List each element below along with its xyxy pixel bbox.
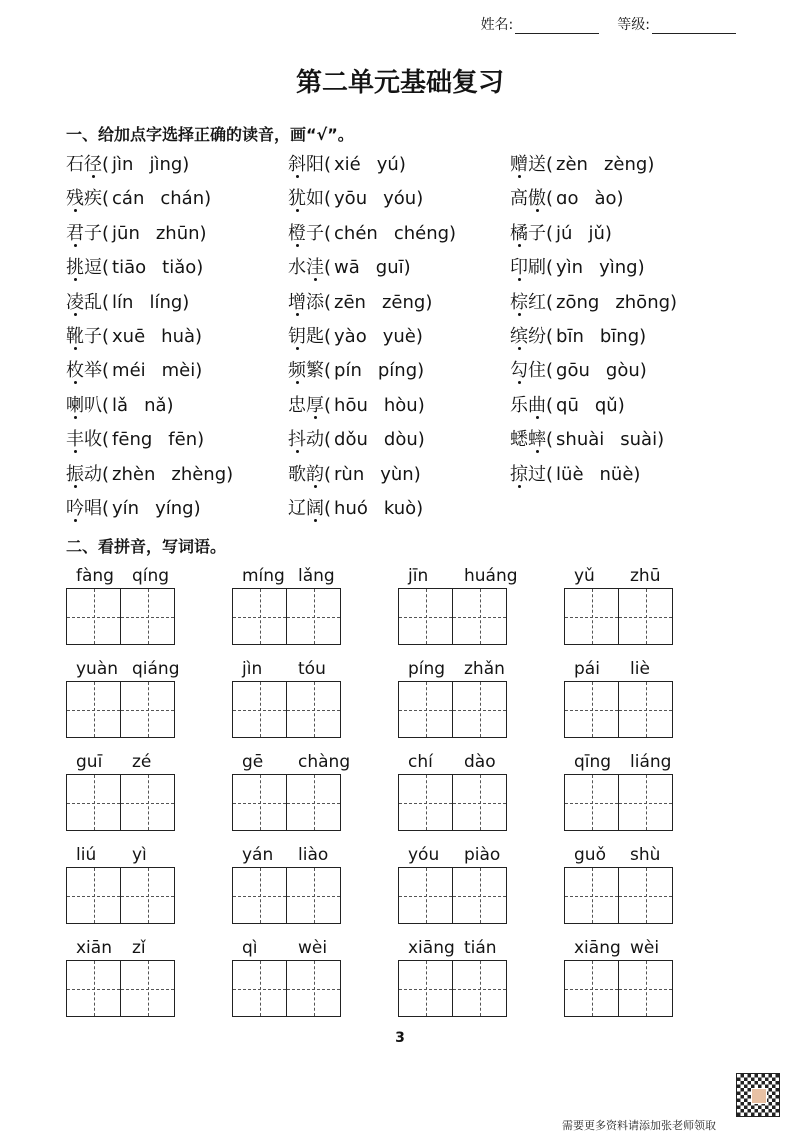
pinyin-label: yì xyxy=(132,845,147,865)
writing-cell[interactable] xyxy=(618,775,672,830)
writing-cell[interactable] xyxy=(565,961,618,1016)
word-char: 径 xyxy=(84,154,102,175)
name-field[interactable] xyxy=(481,14,600,34)
writing-cell[interactable] xyxy=(452,961,506,1016)
word-char: 高 xyxy=(510,188,528,210)
pinyin-option[interactable]: zèng xyxy=(603,154,648,175)
word-char: 靴 xyxy=(66,326,84,347)
tianzige-boxes xyxy=(66,681,175,738)
pinyin-label: yóu xyxy=(408,845,440,865)
pronunciation-item: 挑逗( tiāo tiǎo) xyxy=(66,257,204,279)
pronunciation-item: 忠厚( hōu hòu) xyxy=(288,394,425,416)
pronunciation-item: 振动( zhèn zhèng) xyxy=(66,463,234,485)
word-char: 子 xyxy=(84,326,102,347)
writing-cell[interactable] xyxy=(120,868,174,923)
pinyin-label: guǒ xyxy=(574,845,606,865)
pinyin-label: wèi xyxy=(298,938,328,958)
word-char: 石 xyxy=(66,154,84,175)
pronunciation-item: 吟唱( yín yíng) xyxy=(66,498,201,519)
name-blank[interactable] xyxy=(515,19,599,34)
section2-heading: 二、看拼音，写词语。 xyxy=(66,537,227,556)
pronunciation-item: 枚举( méi mèi) xyxy=(66,360,203,382)
tianzige-boxes xyxy=(66,588,175,645)
writing-cell[interactable] xyxy=(399,682,452,737)
word-char: 君 xyxy=(66,222,84,244)
word-char: 掠 xyxy=(510,463,528,485)
pinyin-option[interactable]: zēng xyxy=(381,291,426,313)
pinyin-option[interactable]: bīn xyxy=(556,326,584,347)
pinyin-option[interactable]: yùn xyxy=(380,463,414,485)
tianzige-boxes xyxy=(398,681,507,738)
pronunciation-item: 乐曲( qū qǔ) xyxy=(510,394,625,416)
pinyin-option[interactable]: cán xyxy=(112,188,145,210)
word-char: 子 xyxy=(528,222,546,244)
writing-cell[interactable] xyxy=(120,775,174,830)
pinyin-label: liè xyxy=(630,659,650,679)
pinyin-option[interactable]: jìn xyxy=(112,154,134,175)
pinyin-label: liáng xyxy=(630,752,672,772)
word-char: 叭 xyxy=(84,394,102,416)
writing-cell[interactable] xyxy=(67,961,120,1016)
pinyin-label: piào xyxy=(464,845,501,865)
word-char: 印 xyxy=(510,257,528,279)
tianzige-boxes xyxy=(564,681,673,738)
word-char: 匙 xyxy=(306,326,324,347)
pronunciation-item: 棕红( zōng zhōng) xyxy=(510,291,678,313)
page-number: 3 xyxy=(395,1030,405,1046)
word-char: 频 xyxy=(288,360,306,382)
pinyin-option[interactable]: rùn xyxy=(334,463,365,485)
writing-cell[interactable] xyxy=(565,775,618,830)
pinyin-option[interactable]: dǒu xyxy=(334,429,368,451)
pinyin-label: guī xyxy=(76,752,103,772)
pinyin-label: chàng xyxy=(298,752,351,772)
pronunciation-item: 靴子( xuē huà) xyxy=(66,326,203,347)
pinyin-option[interactable]: yíng xyxy=(155,498,194,519)
word-char: 洼 xyxy=(306,257,324,279)
tianzige-boxes xyxy=(232,960,341,1017)
word-char: 厚 xyxy=(306,394,324,416)
pinyin-label: tián xyxy=(464,938,497,958)
word-char: 抖 xyxy=(288,429,306,451)
writing-cell[interactable] xyxy=(67,682,120,737)
word-char: 蟀 xyxy=(528,429,546,451)
writing-cell[interactable] xyxy=(233,961,286,1016)
pinyin-option[interactable]: mèi xyxy=(161,360,196,382)
writing-cell[interactable] xyxy=(618,682,672,737)
word-char: 逗 xyxy=(84,257,102,279)
tianzige-boxes xyxy=(564,867,673,924)
writing-cell[interactable] xyxy=(618,961,672,1016)
pinyin-label: xiāng xyxy=(574,938,621,958)
tianzige-boxes xyxy=(232,588,341,645)
pronunciation-item: 残疾( cán chán) xyxy=(66,188,212,210)
pronunciation-item: 歌韵( rùn yùn) xyxy=(288,463,421,485)
pinyin-label: qì xyxy=(242,938,258,958)
pinyin-label: huáng xyxy=(464,566,518,586)
pronunciation-item: 蟋蟀( shuài suài) xyxy=(510,429,665,451)
tianzige-boxes xyxy=(66,867,175,924)
word-char: 纷 xyxy=(528,326,546,347)
pronunciation-item: 凌乱( lín líng) xyxy=(66,291,190,313)
pronunciation-item: 频繁( pín píng) xyxy=(288,360,425,382)
writing-cell[interactable] xyxy=(399,961,452,1016)
word-char: 水 xyxy=(288,257,306,279)
pinyin-option[interactable]: tiāo xyxy=(112,257,147,279)
footer-note: 需要更多资料请添加张老师领取 xyxy=(562,1119,716,1132)
pinyin-option[interactable]: fēn xyxy=(168,429,198,451)
name-label: 姓名: xyxy=(480,17,514,33)
pinyin-label: lǎng xyxy=(298,566,335,586)
pinyin-label: liào xyxy=(298,845,329,865)
writing-cell[interactable] xyxy=(618,589,672,644)
word-char: 繁 xyxy=(306,360,324,382)
writing-cell[interactable] xyxy=(452,589,506,644)
tianzige-boxes xyxy=(66,960,175,1017)
pronunciation-item: 高傲( ɑo ào) xyxy=(510,188,624,210)
word-char: 如 xyxy=(306,188,324,210)
pinyin-option[interactable]: ào xyxy=(594,188,617,210)
pinyin-option[interactable]: tiǎo xyxy=(162,257,197,279)
pinyin-option[interactable]: yóu xyxy=(383,188,417,210)
pinyin-option[interactable]: gòu xyxy=(605,360,640,382)
word-char: 刷 xyxy=(528,257,546,279)
word-char: 蟋 xyxy=(510,429,528,451)
section1-heading: 一、给加点字选择正确的读音，画“√”。 xyxy=(66,125,354,144)
tianzige-boxes xyxy=(66,774,175,831)
pinyin-option[interactable]: yìng xyxy=(599,257,638,279)
pinyin-option[interactable]: huó xyxy=(334,498,368,519)
pinyin-option[interactable]: pín xyxy=(334,360,362,382)
word-char: 橙 xyxy=(288,222,306,244)
pinyin-label: wèi xyxy=(630,938,660,958)
pinyin-label: dào xyxy=(464,752,496,772)
tianzige-boxes xyxy=(232,867,341,924)
pinyin-label: xiān xyxy=(76,938,112,958)
pinyin-label: qīng xyxy=(574,752,612,772)
writing-cell[interactable] xyxy=(233,682,286,737)
word-char: 添 xyxy=(306,291,324,313)
pinyin-option[interactable]: yào xyxy=(334,326,367,347)
word-char: 挑 xyxy=(66,257,84,279)
pinyin-label: fàng xyxy=(76,566,114,586)
tianzige-boxes xyxy=(564,588,673,645)
pronunciation-item: 抖动( dǒu dòu) xyxy=(288,429,425,451)
word-char: 曲 xyxy=(528,394,546,416)
pinyin-option[interactable]: huà xyxy=(161,326,196,347)
word-char: 斜 xyxy=(288,154,306,175)
pinyin-label: yuàn xyxy=(76,659,119,679)
pronunciation-item: 增添( zēn zēng) xyxy=(288,291,433,313)
word-char: 唱 xyxy=(84,498,102,519)
writing-cell[interactable] xyxy=(67,868,120,923)
pinyin-option[interactable]: bīng xyxy=(599,326,640,347)
pronunciation-item: 君子( jūn zhūn) xyxy=(66,222,207,244)
word-char: 丰 xyxy=(66,429,84,451)
pinyin-option[interactable]: jūn xyxy=(112,222,140,244)
writing-cell[interactable] xyxy=(565,589,618,644)
writing-cell[interactable] xyxy=(120,682,174,737)
writing-cell[interactable] xyxy=(452,868,506,923)
pinyin-label: chí xyxy=(408,752,433,772)
page-title: 第二单元基础复习 xyxy=(295,68,504,98)
writing-cell[interactable] xyxy=(452,682,506,737)
pinyin-option[interactable]: nǎ xyxy=(144,394,167,416)
writing-cell[interactable] xyxy=(233,775,286,830)
word-char: 缤 xyxy=(510,326,528,347)
tianzige-boxes xyxy=(398,867,507,924)
word-char: 增 xyxy=(288,291,306,313)
tianzige-boxes xyxy=(564,774,673,831)
pinyin-option[interactable]: gōu xyxy=(556,360,590,382)
pinyin-option[interactable]: líng xyxy=(149,291,183,313)
pinyin-label: qíng xyxy=(132,566,170,586)
pinyin-option[interactable]: píng xyxy=(377,360,418,382)
tianzige-boxes xyxy=(398,588,507,645)
pronunciation-item: 水洼( wā guī) xyxy=(288,257,411,279)
pinyin-option[interactable]: qǔ xyxy=(594,394,618,416)
writing-cell[interactable] xyxy=(399,775,452,830)
pinyin-option[interactable]: yín xyxy=(112,498,140,519)
pinyin-option[interactable]: dòu xyxy=(383,429,418,451)
word-char: 阳 xyxy=(306,154,324,175)
pinyin-label: pái xyxy=(574,659,600,679)
pinyin-option[interactable]: fēng xyxy=(112,429,153,451)
pinyin-option[interactable]: zōng xyxy=(556,291,600,313)
pinyin-label: zǐ xyxy=(132,938,146,958)
writing-cell[interactable] xyxy=(565,868,618,923)
pinyin-option[interactable]: xuē xyxy=(112,326,146,347)
pinyin-option[interactable]: xié xyxy=(334,154,361,175)
word-char: 辽 xyxy=(288,498,306,519)
writing-cell[interactable] xyxy=(120,961,174,1016)
writing-cell[interactable] xyxy=(399,589,452,644)
pinyin-label: píng xyxy=(408,659,446,679)
writing-cell[interactable] xyxy=(67,589,120,644)
pronunciation-item: 掠过( lüè nüè) xyxy=(510,463,641,485)
word-char: 犹 xyxy=(288,188,306,210)
pinyin-option[interactable]: yōu xyxy=(334,188,368,210)
word-char: 红 xyxy=(528,291,546,313)
word-char: 乐 xyxy=(510,394,528,416)
writing-cell[interactable] xyxy=(286,775,340,830)
word-char: 送 xyxy=(528,154,546,175)
pinyin-option[interactable]: hōu xyxy=(334,394,368,416)
pronunciation-item: 钥匙( yào yuè) xyxy=(288,326,423,347)
student-info xyxy=(481,14,736,34)
word-char: 残 xyxy=(66,188,84,210)
pinyin-option[interactable]: qū xyxy=(556,394,579,416)
pinyin-option[interactable]: chéng xyxy=(393,222,450,244)
pinyin-label: zhū xyxy=(630,566,661,586)
tianzige-boxes xyxy=(398,960,507,1017)
tianzige-boxes xyxy=(232,681,341,738)
pinyin-option[interactable]: méi xyxy=(112,360,146,382)
writing-cell[interactable] xyxy=(399,868,452,923)
writing-cell[interactable] xyxy=(67,775,120,830)
writing-cell[interactable] xyxy=(233,868,286,923)
pronunciation-item: 丰收( fēng fēn) xyxy=(66,429,205,451)
pinyin-option[interactable]: zhèn xyxy=(112,463,156,485)
pinyin-option[interactable]: shuài xyxy=(556,429,605,451)
pinyin-option[interactable]: guī xyxy=(375,257,404,279)
pinyin-label: qiáng xyxy=(132,659,180,679)
pinyin-label: yán xyxy=(242,845,274,865)
tianzige-boxes xyxy=(398,774,507,831)
pronunciation-item: 缤纷( bīn bīng) xyxy=(510,326,647,347)
word-char: 勾 xyxy=(510,360,528,382)
grade-label: 等级: xyxy=(617,17,650,33)
pinyin-label: gē xyxy=(242,752,264,772)
word-char: 傲 xyxy=(528,188,546,210)
word-char: 振 xyxy=(66,463,84,485)
pronunciation-item: 石径( jìn jìng) xyxy=(66,154,190,175)
pronunciation-item: 喇叭( lǎ nǎ) xyxy=(66,394,174,416)
writing-cell[interactable] xyxy=(233,589,286,644)
word-char: 举 xyxy=(84,360,102,382)
pinyin-option[interactable]: kuò xyxy=(383,498,417,519)
pinyin-option[interactable]: lǎ xyxy=(112,394,129,416)
pinyin-option[interactable]: jú xyxy=(556,222,573,244)
pronunciation-item: 橙子( chén chéng) xyxy=(288,222,457,244)
pinyin-label: jìn xyxy=(242,659,263,679)
writing-cell[interactable] xyxy=(565,682,618,737)
pronunciation-item: 赠送( zèn zèng) xyxy=(510,154,655,175)
tianzige-boxes xyxy=(564,960,673,1017)
word-char: 乱 xyxy=(84,291,102,313)
pinyin-option[interactable]: zèn xyxy=(556,154,588,175)
word-char: 橘 xyxy=(510,222,528,244)
pinyin-option[interactable]: zhèng xyxy=(171,463,227,485)
pinyin-option[interactable]: zēn xyxy=(334,291,366,313)
word-char: 吟 xyxy=(66,498,84,519)
word-char: 赠 xyxy=(510,154,528,175)
pinyin-option[interactable]: yú xyxy=(376,154,399,175)
word-char: 枚 xyxy=(66,360,84,382)
word-char: 动 xyxy=(306,429,324,451)
pinyin-label: zé xyxy=(132,752,152,772)
pinyin-option[interactable]: zhōng xyxy=(615,291,671,313)
pinyin-option[interactable]: jǔ xyxy=(588,222,605,244)
pinyin-label: tóu xyxy=(298,659,326,679)
word-char: 棕 xyxy=(510,291,528,313)
pinyin-option[interactable]: jìng xyxy=(149,154,183,175)
word-char: 动 xyxy=(84,463,102,485)
pinyin-option[interactable]: chán xyxy=(160,188,205,210)
word-char: 韵 xyxy=(306,463,324,485)
word-char: 疾 xyxy=(84,188,102,210)
word-char: 过 xyxy=(528,463,546,485)
tianzige-boxes xyxy=(232,774,341,831)
word-char: 子 xyxy=(84,222,102,244)
pinyin-label: jīn xyxy=(408,566,429,586)
writing-cell[interactable] xyxy=(120,589,174,644)
pinyin-option[interactable]: yìn xyxy=(556,257,584,279)
word-char: 喇 xyxy=(66,394,84,416)
word-char: 住 xyxy=(528,360,546,382)
word-char: 子 xyxy=(306,222,324,244)
pinyin-option[interactable]: ɑo xyxy=(556,188,579,210)
pinyin-label: zhǎn xyxy=(464,659,505,679)
grade-field[interactable] xyxy=(617,14,736,34)
pinyin-option[interactable]: lüè xyxy=(556,463,584,485)
writing-cell[interactable] xyxy=(452,775,506,830)
word-char: 歌 xyxy=(288,463,306,485)
word-char: 钥 xyxy=(288,326,306,347)
pronunciation-item: 印刷( yìn yìng) xyxy=(510,257,645,279)
pronunciation-item: 勾住( gōu gòu) xyxy=(510,360,647,382)
pinyin-option[interactable]: suài xyxy=(620,429,658,451)
pinyin-option[interactable]: zhūn xyxy=(155,222,200,244)
pronunciation-item: 犹如( yōu yóu) xyxy=(288,188,424,210)
pinyin-option[interactable]: yuè xyxy=(382,326,416,347)
pronunciation-item: 斜阳( xié yú) xyxy=(288,154,406,175)
word-char: 凌 xyxy=(66,291,84,313)
writing-cell[interactable] xyxy=(286,961,340,1016)
pinyin-option[interactable]: nüè xyxy=(599,463,634,485)
pinyin-option[interactable]: wā xyxy=(334,257,360,279)
pinyin-label: liú xyxy=(76,845,97,865)
pronunciation-item: 橘子( jú jǔ) xyxy=(510,222,612,244)
pinyin-option[interactable]: chén xyxy=(334,222,378,244)
pinyin-label: míng xyxy=(242,566,285,586)
pinyin-label: shù xyxy=(630,845,661,865)
writing-cell[interactable] xyxy=(286,682,340,737)
pinyin-label: yǔ xyxy=(574,566,595,586)
grade-blank[interactable] xyxy=(652,19,736,34)
pinyin-option[interactable]: lín xyxy=(112,291,134,313)
word-char: 阔 xyxy=(306,498,324,519)
pinyin-label: xiāng xyxy=(408,938,455,958)
pinyin-option[interactable]: hòu xyxy=(383,394,418,416)
qr-code-icon xyxy=(736,1073,780,1117)
pronunciation-item: 辽阔( huó kuò) xyxy=(288,498,424,519)
word-char: 忠 xyxy=(288,394,306,416)
word-char: 收 xyxy=(84,429,102,451)
writing-cell[interactable] xyxy=(618,868,672,923)
writing-cell[interactable] xyxy=(286,589,340,644)
writing-cell[interactable] xyxy=(286,868,340,923)
